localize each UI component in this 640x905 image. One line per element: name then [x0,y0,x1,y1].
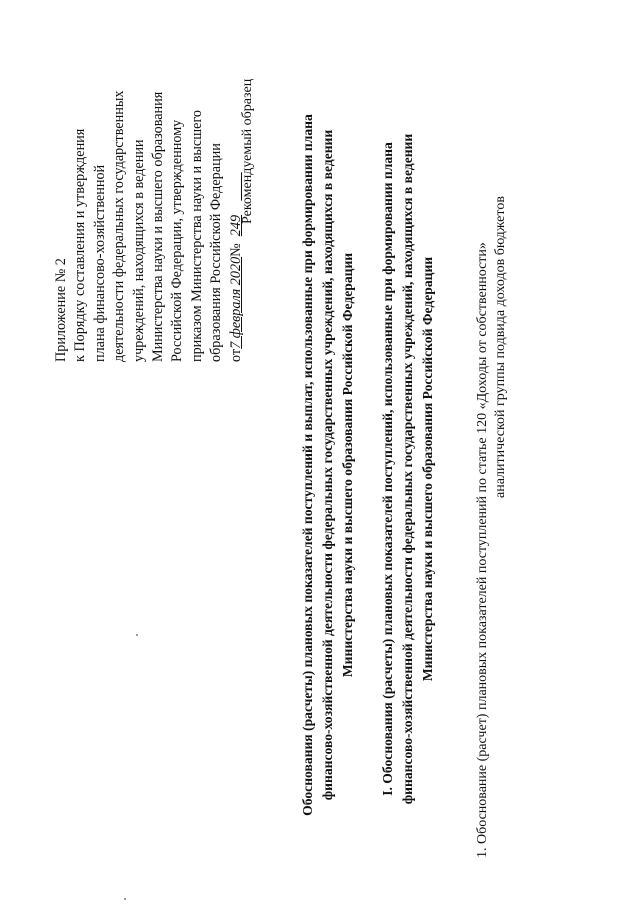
handwritten-order-date: 7 февраля 2020 [227,256,244,349]
handwritten-order-number: 249 [227,214,244,237]
appendix-line: Приложение № 2 [53,258,69,362]
appendix-line: образования Российской Федерации [208,143,225,362]
appendix-line: к Порядку составления и утверждения [72,128,89,362]
section-one-title [378,84,437,854]
appendix-line: Министерства науки и высшего образования [150,91,167,362]
appendix-line: приказом Министерства науки и высшего [188,110,205,362]
main-title-line: Обоснования (расчеты) плановых показателей поступлений и выплат, использованные при формировании плана [300,114,315,816]
item-one-line: аналитической группы подвида доходов бюджетов [493,196,508,498]
appendix-line: деятельности федеральных государственных [111,90,128,362]
section-title-line: I. Обоснования (расчеты) плановых показателей поступлений, использованные при формировании плана [380,142,395,796]
main-title [298,64,357,866]
section-title-line: финансово-хозяйственной деятельности федеральных государственных учреждений, находящихся в ведении [399,133,415,805]
section-title-line: Министерства науки и высшего образования Российской Федерации [419,256,435,682]
order-prefix: от [227,348,244,362]
appendix-line: Российской Федерации, утвержденному [169,119,186,362]
main-title-line: Министерства науки и высшего образования Российской Федерации [339,252,355,678]
item-one-line: 1. Обоснование (расчет) плановых показателей поступлений по статье 120 «Доходы от собственности» [475,242,490,858]
order-number-label: № [227,243,244,257]
appendix-line: учреждений, находящихся в ведении [130,139,147,362]
scan-speck [124,898,126,900]
item-one-heading [474,70,510,870]
appendix-header [52,91,246,362]
recommended-sample-label: Рекомендуемый образец [240,78,255,224]
scan-speck [136,634,138,636]
appendix-line: плана финансово-хозяйственной [91,164,108,362]
main-title-line: финансово-хозяйственной деятельности федеральных государственных учреждений, находящихся в ведении [319,129,335,801]
